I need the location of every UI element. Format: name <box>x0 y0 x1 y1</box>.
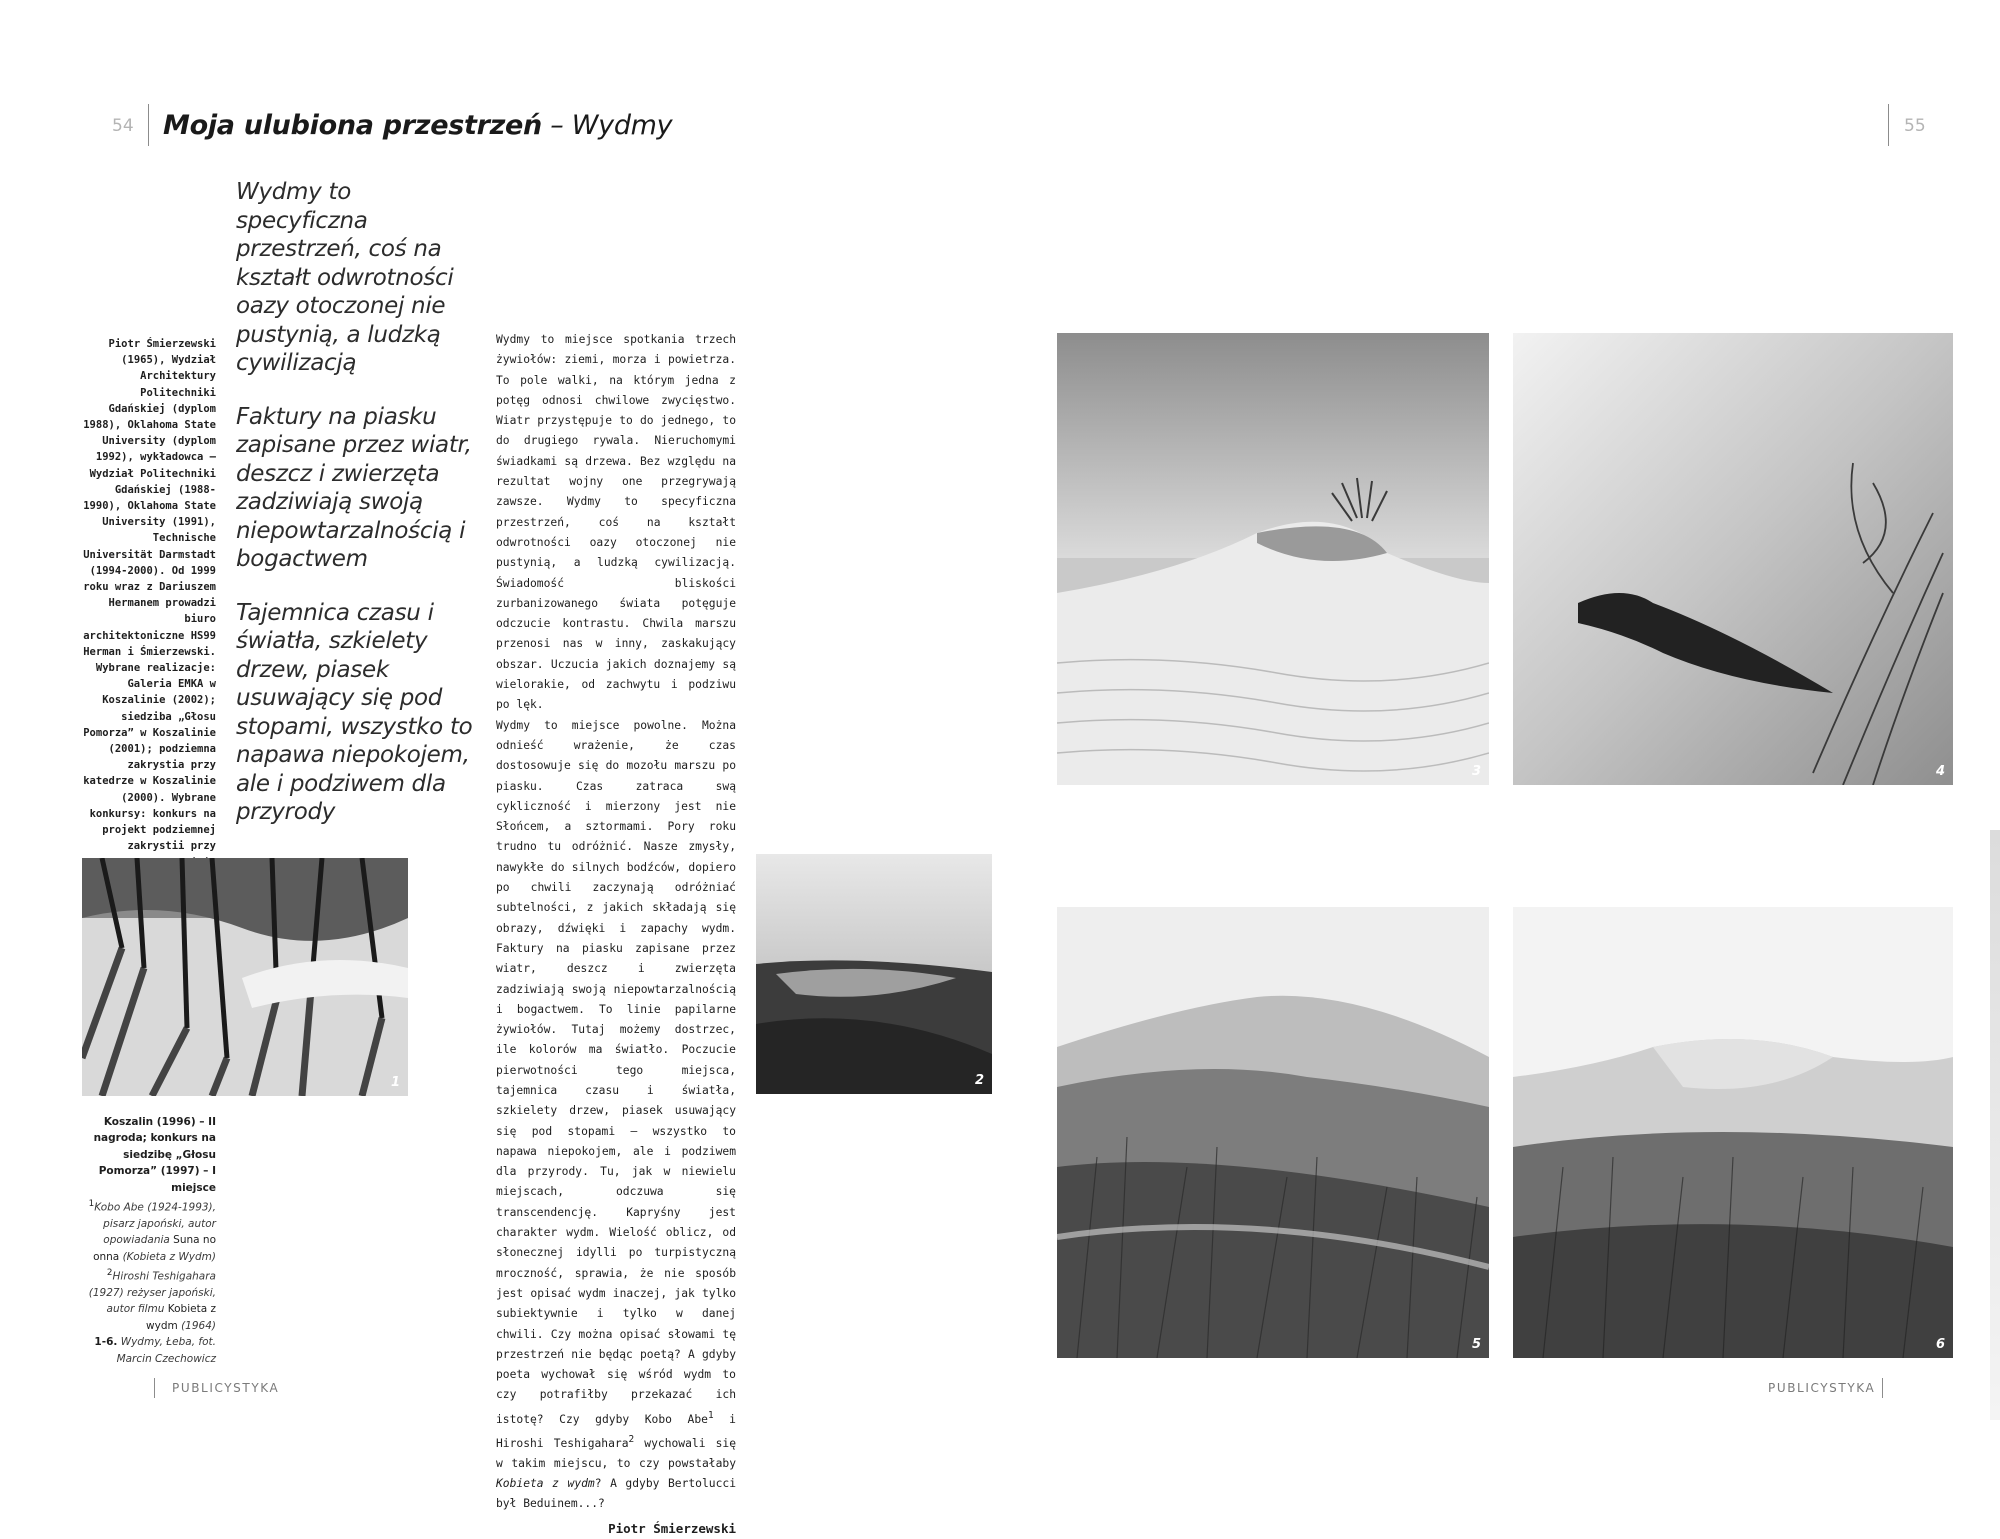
photo-caption <box>80 1334 216 1367</box>
dune-horizon-image <box>756 854 992 1094</box>
footer-section-right: PUBLICYSTYKA <box>1768 1381 1876 1395</box>
article-paragraph-2 <box>496 716 736 1515</box>
footer-divider-left <box>154 1378 155 1398</box>
article-paragraph-2-b: i Hiroshi Teshigahara <box>496 1412 736 1450</box>
page-edge-shadow <box>1990 830 2000 1420</box>
footnote-2-text: Hiroshi Teshigahara (1927) reżyser japoński, autor filmu <box>88 1270 216 1316</box>
pull-quote-3: Tajemnica czasu i światła, szkielety drzew, piasek usuwający się pod stopami, wszystko to napawa niepokojem, ale i podziwem dla przyrody <box>236 599 473 825</box>
photo-2-number: 2 <box>974 1073 984 1088</box>
author-bio: Piotr Śmierzewski (1965), Wydział Architektury Politechniki Gdańskiej (dyplom 1988), Oklahoma State University (dyplom 1992), wykładowca – Wydział Politechniki Gdańskiej (1988-1990), Oklahoma State University (1991), Technische Universität Darmstadt (1994-2000). Od 1999 roku wraz z Dariuszem Hermanem prowadzi biuro architektoniczne HS99 Herman i Śmierzewski. Wybrane realizacje: Galeria EMKA w Koszalinie (2002); siedziba „Głosu Pomorza” w Koszalinie (2001); podziemna zakrystia przy katedrze w Koszalinie (2000). Wybrane konkursy: konkurs na projekt podziemnej zakrystii przy <box>83 338 216 853</box>
footnote-1-text: Kobo Abe (1924-1993), pisarz japoński, autor opowiadania <box>94 1201 216 1247</box>
footnote-1-paren: (Kobieta z Wydm) <box>119 1250 216 1263</box>
pull-quote-2: Faktury na piasku zapisane przez wiatr, deszcz i zwierzęta zadziwiają swoją niepowtarzalnością i bogactwem <box>236 403 472 572</box>
trees-shadows-image <box>82 858 408 1096</box>
article-paragraph-1: Wydmy to miejsce spotkania trzech żywiołów: ziemi, morza i powietrza. To pole walki, na którym jedna z potęg odnosi chwilowe zwycięstwo. Wiatr przystępuje to do jednego, to do drugiego rywala. Nieruchomymi świadkami są drzewa. Bez względu na rezultat wojny one przegrywają zawsze. Wydmy to specyficzna przestrzeń, coś na kształt odwrotności oazy otoczonej nie pustynią, a ludzką cywilizacją. Świadomość bliskości zurbanizowanego świata potęguje odczucie kontrastu. Chwila marszu przenosi nas w inny, zaskakujący obszar. Uczucia jakich doznajemy są wielorakie, od zachwytu i podziwu po lęk. <box>496 333 736 712</box>
page-number-left: 54 <box>112 116 134 136</box>
sand-texture-image <box>1513 333 1953 785</box>
article-paragraph-2-c: wychowali się w takim miejscu, to czy powstałaby <box>496 1436 737 1470</box>
article-footnote-ref-1: 1 <box>707 1409 714 1421</box>
photo-1 <box>82 858 408 1096</box>
footnote-2-mark: 2 <box>106 1268 113 1279</box>
photo-caption-text: Wydmy, Łeba, fot. Marcin Czechowicz <box>116 1336 216 1365</box>
pull-quote-1: Wydmy to specyficzna przestrzeń, coś na kształt odwrotności oazy otoczonej nie pustynią, a ludzką cywilizacją <box>236 179 454 376</box>
article-title-bold: Moja ulubiona przestrzeń <box>163 110 542 141</box>
article-signature: Piotr Śmierzewski <box>608 1520 736 1536</box>
photo-4-number: 4 <box>1935 764 1945 779</box>
photo-1-number: 1 <box>390 1075 400 1090</box>
dune-grass-field-image <box>1057 907 1489 1358</box>
photo-5-number: 5 <box>1471 1337 1481 1352</box>
footnote-2 <box>80 1265 216 1334</box>
dune-ridge-image <box>1513 907 1953 1358</box>
header-divider-left <box>148 104 149 146</box>
bio-continued: Koszalin (1996) – II nagroda; konkurs na siedzibę „Głosu Pomorza” (1997) – I miejsce <box>93 1116 216 1194</box>
grass-tuft-dune-image <box>1057 333 1489 785</box>
photo-3 <box>1057 333 1489 785</box>
photo-6 <box>1513 907 1953 1358</box>
footnote-2-work: Kobieta z wydm <box>146 1303 216 1332</box>
footnote-1-work: Suna no onna <box>93 1234 216 1263</box>
article-title <box>163 110 672 141</box>
footer-divider-right <box>1882 1378 1883 1398</box>
photo-6-number: 6 <box>1935 1337 1945 1352</box>
footnote-2-year: (1964) <box>177 1319 216 1332</box>
footnote-1 <box>80 1196 216 1265</box>
photo-5 <box>1057 907 1489 1358</box>
footer-section-left: PUBLICYSTYKA <box>172 1381 280 1395</box>
photo-caption-range: 1-6. <box>94 1336 118 1349</box>
bio-continued-block <box>80 1114 216 1367</box>
pull-quotes <box>236 178 476 852</box>
article-body <box>496 330 736 1539</box>
photo-4 <box>1513 333 1953 785</box>
page-number-right: 55 <box>1904 116 1926 136</box>
article-paragraph-2-d: ? A gdyby Bertolucci był Beduinem...? <box>496 1477 736 1511</box>
article-footnote-ref-2: 2 <box>628 1433 635 1445</box>
footnote-1-mark: 1 <box>88 1199 95 1210</box>
photo-3-number: 3 <box>1471 764 1481 779</box>
photo-2 <box>756 854 992 1094</box>
header-divider-right <box>1888 104 1889 146</box>
article-work-title: Kobieta z wydm <box>496 1477 595 1491</box>
article-paragraph-2-a: Wydmy to miejsce powolne. Można odnieść wrażenie, że czas dostosowuje się do mozołu marszu po piasku. Czas zatraca swą cykliczność i mierzony jest nie Słońcem, a sztormami. Pory roku trudno tu odróżnić. Nasze zmysły, nawykłe do silnych bodźców, dopiero po chwili zaczynają odróżniać subtelności, z jakich składają się obrazy, dźwięki i zapachy wydm. Faktury na piasku zapisane przez wiatr, deszcz i zwierzęta zadziwiają swoją niepowtarzalnością i bogactwem. To linie papilarne żywiołów. Tutaj możemy dostrzec, ile kolorów ma światło. Poczucie pierwotności tego miejsca, tajemnica czasu i światła, szkielety drzew, piasek usuwający się pod stopami – wszystko to napawa niepokojem, ale i podziwem dla przyrody. Tu, jak w niewielu miejscach, odczuwa się transcendencję. Kapryśny jest charakter wydm. Wielość oblicz, od słonecznej idylli po turpistyczną mroczność, sprawia, że nie sposób jest opisać wydm inaczej, jak tylko subiektywnie i tylko w danej chwili. Czy można opisać słowami tę przestrzeń nie będąc poetą? A gdyby poeta wychował się wśród wydm to czy potrafiłby przekazać ich istotę? Czy gdyby Kobo Abe <box>496 718 736 1426</box>
article-title-rest: – Wydmy <box>541 110 673 141</box>
